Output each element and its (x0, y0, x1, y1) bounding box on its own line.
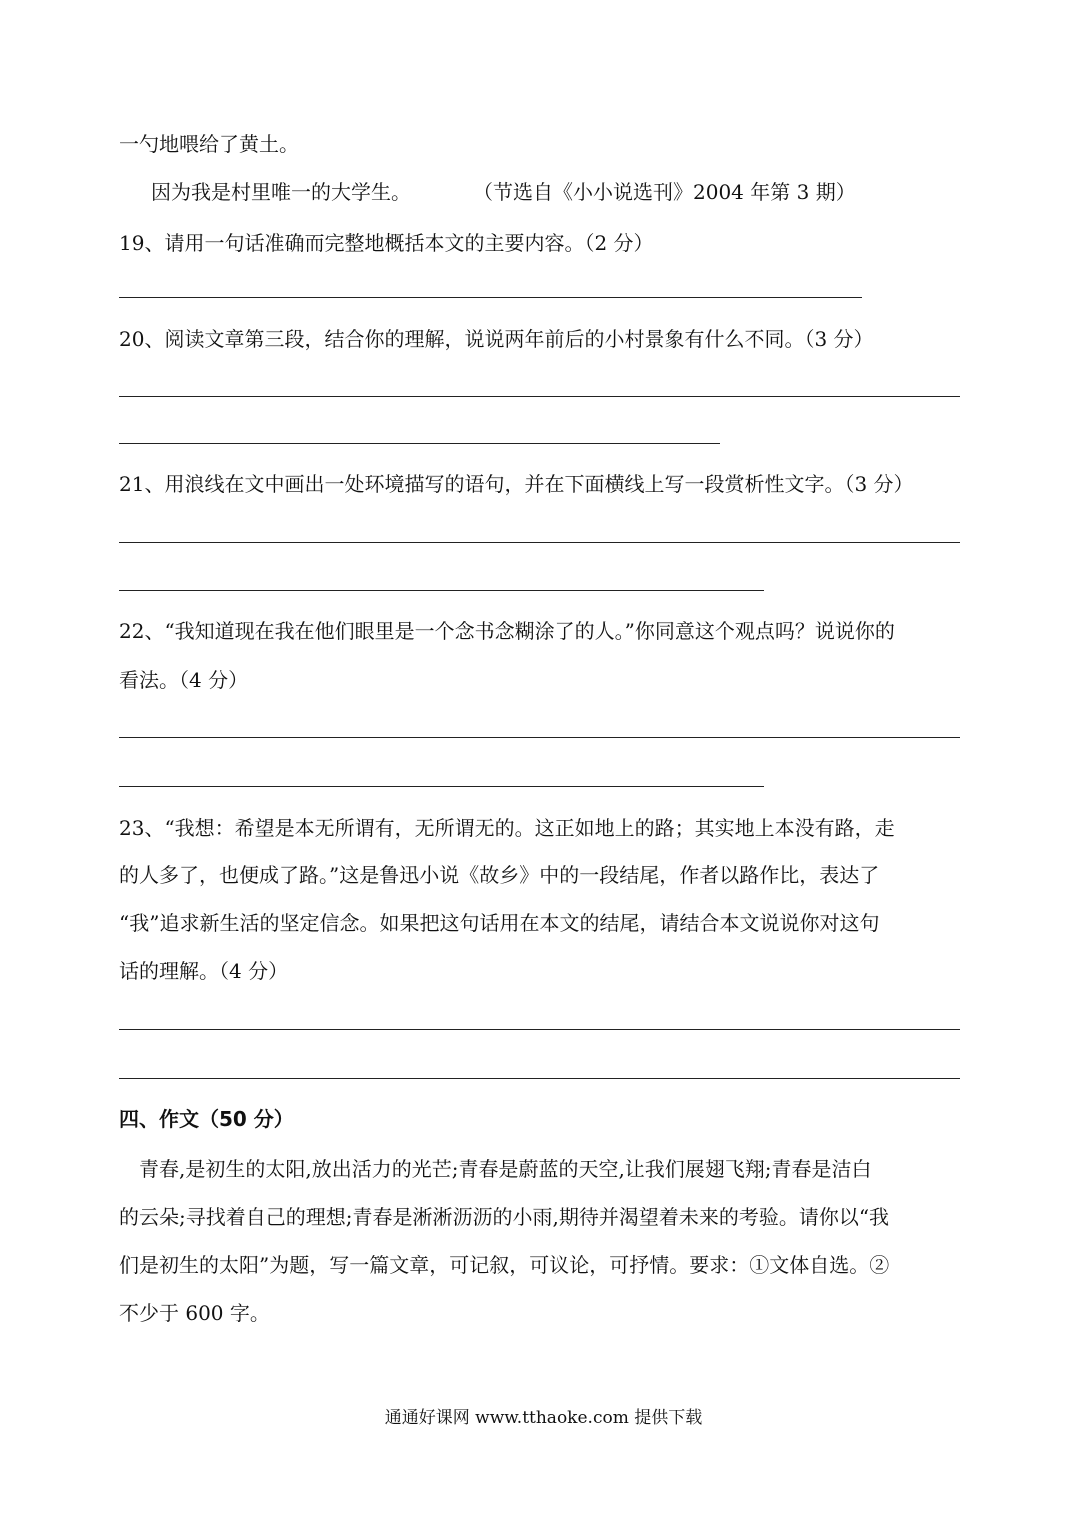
question-23: 的人多了，也便成了路。”这是鲁迅小说《故乡》中的一段结尾，作者以路作比，表达了 (119, 863, 880, 887)
passage-end-line: 因为我是村里唯一的大学生。 (151, 180, 411, 204)
question-19: 19、请用一句话准确而完整地概括本文的主要内容。（2 分） (119, 231, 654, 255)
answer-line (119, 396, 960, 397)
question-22: 看法。（4 分） (119, 668, 249, 692)
answer-line (119, 1078, 960, 1079)
section-heading: 四、作文（50 分） (119, 1107, 294, 1131)
answer-line (119, 786, 764, 787)
answer-line (119, 542, 960, 543)
answer-line (119, 1029, 960, 1030)
question-22: 22、“我知道现在我在他们眼里是一个念书念糊涂了的人。”你同意这个观点吗？说说你的 (119, 619, 895, 643)
essay-prompt: 不少于 600 字。 (119, 1301, 270, 1325)
passage-source: （节选自《小小说选刊》2004 年第 3 期） (473, 180, 856, 204)
essay-prompt: 们是初生的太阳”为题，写一篇文章，可记叙，可议论，可抒情。要求：①文体自选。② (119, 1253, 890, 1277)
answer-line (119, 590, 764, 591)
question-23: “我”追求新生活的坚定信念。如果把这句话用在本文的结尾，请结合本文说说你对这句 (119, 911, 880, 935)
question-20: 20、阅读文章第三段，结合你的理解，说说两年前后的小村景象有什么不同。（3 分） (119, 327, 874, 351)
essay-prompt: 的云朵;寻找着自己的理想;青春是淅淅沥沥的小雨,期待并渴望着未来的考验。请你以“我 (119, 1205, 890, 1229)
question-21: 21、用浪线在文中画出一处环境描写的语句，并在下面横线上写一段赏析性文字。（3 分） (119, 472, 914, 496)
answer-line (119, 297, 862, 298)
answer-line (119, 443, 720, 444)
answer-line (119, 737, 960, 738)
essay-prompt: 青春,是初生的太阳,放出活力的光芒;青春是蔚蓝的天空,让我们展翅飞翔;青春是洁白 (139, 1157, 872, 1181)
passage-end-line: 一勺地喂给了黄土。 (119, 132, 299, 156)
page-footer: 通通好课网 www.tthaoke.com 提供下载 (384, 1408, 703, 1428)
question-23: 23、“我想：希望是本无所谓有，无所谓无的。这正如地上的路；其实地上本没有路，走 (119, 816, 895, 840)
question-23: 话的理解。（4 分） (119, 959, 289, 983)
